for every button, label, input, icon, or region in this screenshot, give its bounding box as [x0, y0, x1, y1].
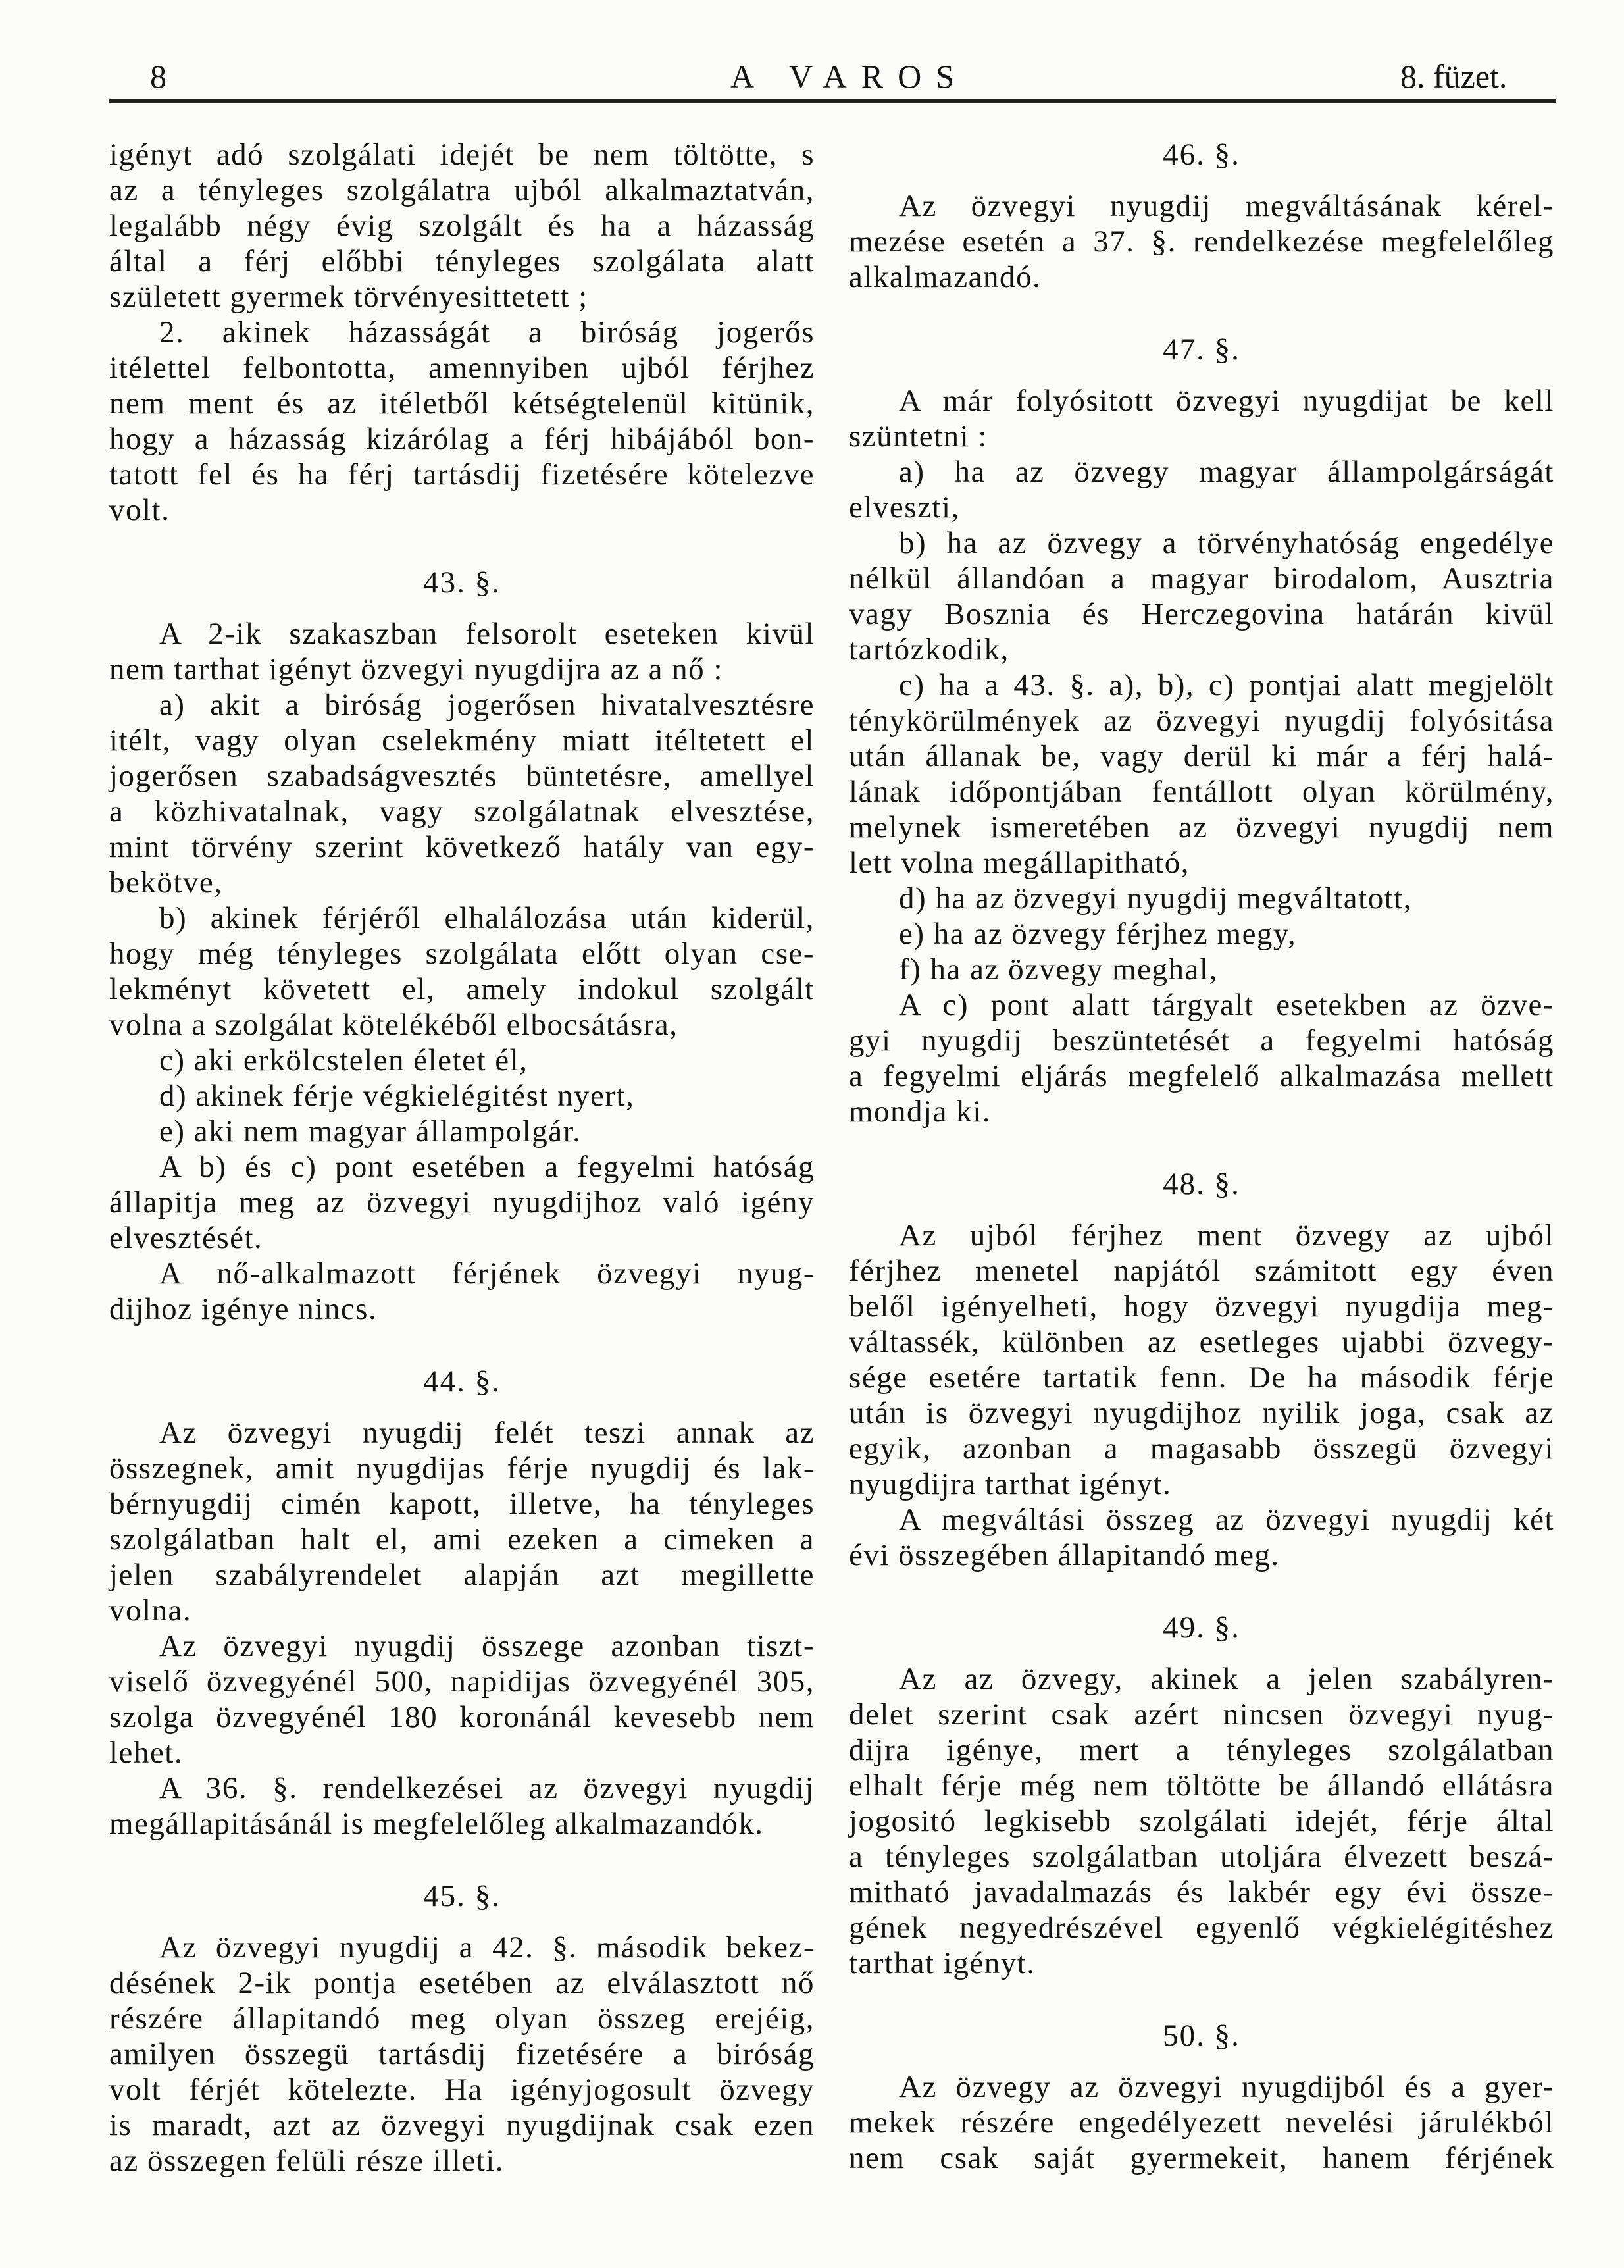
- text-line: nem ment és az itéletből kétségtelenül kitünik,: [109, 386, 815, 421]
- section-heading: 43. §.: [423, 565, 501, 600]
- section-heading: 44. §.: [423, 1364, 501, 1399]
- text-line: A 36. §. rendelkezései az özvegyi nyugdij: [159, 1771, 815, 1805]
- text-line: gének negyedrészével egyenlő végkielégitéshez: [849, 1911, 1554, 1945]
- text-line: lának időpontjában fentállott olyan körülmény,: [849, 775, 1554, 809]
- text-line: jogerősen szabadságvesztés büntetésre, amellyel: [109, 759, 815, 793]
- text-line: jelen szabályrendelet alapján azt megillette: [109, 1558, 815, 1592]
- text-line: amilyen összegü tartásdij fizetésére a biróság: [109, 2037, 815, 2071]
- text-line: lehet.: [109, 1736, 184, 1770]
- text-line: elveszti,: [849, 490, 960, 525]
- issue-number: 8. füzet.: [1400, 58, 1508, 95]
- paragraph: [849, 916, 1554, 952]
- paragraph: [109, 1043, 815, 1078]
- paragraph: [849, 383, 1554, 454]
- text-line: tartózkodik,: [849, 632, 1009, 667]
- text-line: itélt, vagy olyan cselekmény miatt itéltetett el: [109, 723, 815, 758]
- text-line: dijra igénye, mert a tényleges szolgálatban: [849, 1733, 1554, 1767]
- text-line: is maradt, azt az özvegyi nyugdijnak csak ezen: [109, 2108, 815, 2142]
- paragraph: [109, 687, 815, 900]
- text-line: Az özvegyi nyugdij megváltásának kérel-: [899, 189, 1554, 223]
- text-line: dijhoz igénye nincs.: [109, 1292, 378, 1326]
- text-line: mekek részére engedélyezett nevelési járulékból: [849, 2105, 1554, 2140]
- text-line: f) ha az özvegy meghal,: [899, 952, 1218, 987]
- header-rule: [109, 99, 1556, 103]
- paragraph: [849, 454, 1554, 525]
- section-heading: 45. §.: [423, 1879, 501, 1913]
- section-heading: 49. §.: [1163, 1611, 1240, 1645]
- page-number: 8: [150, 58, 166, 95]
- text-line: elvesztését.: [109, 1221, 263, 1255]
- text-line: désének 2-ik pontja esetében az elválasztott nő: [109, 1966, 815, 2000]
- paragraph: [109, 1149, 815, 1256]
- text-line: váltassék, különben az esetleges ujabbi özvegy-: [849, 1325, 1554, 1359]
- paragraph: [849, 987, 1554, 1129]
- text-line: gyi nyugdij beszüntetését a fegyelmi hatóság: [849, 1023, 1554, 1058]
- text-line: volt.: [109, 493, 170, 527]
- text-line: után állanak be, vagy derül ki már a férj halá-: [849, 739, 1554, 773]
- text-line: c) ha a 43. §. a), b), c) pontjai alatt megjelölt: [899, 668, 1554, 702]
- text-line: az összegen felüli része illeti.: [109, 2144, 504, 2178]
- paragraph: [849, 952, 1554, 987]
- left-column: [109, 137, 815, 2178]
- paragraph: [849, 881, 1554, 916]
- text-line: mitható javadalmazás és lakbér egy évi össze-: [849, 1875, 1554, 1909]
- text-line: Az özvegyi nyugdij összege azonban tiszt-: [159, 1629, 815, 1663]
- text-line: viselő özvegyénél 500, napidijas özvegyénél 305,: [109, 1664, 815, 1699]
- text-line: hogy még tényleges szolgálata előtt olyan cse-: [109, 937, 815, 971]
- paragraph: [109, 1256, 815, 1327]
- text-line: A nő-alkalmazott férjének özvegyi nyug-: [159, 1256, 815, 1291]
- text-line: c) aki erkölcstelen életet él,: [159, 1043, 528, 1077]
- text-line: volna.: [109, 1593, 192, 1628]
- text-line: állapitja meg az özvegyi nyugdijhoz való igény: [109, 1185, 815, 1220]
- text-line: d) akinek férje végkielégitést nyert,: [159, 1079, 635, 1113]
- text-line: b) akinek férjéről elhalálozása után kiderül,: [159, 901, 815, 935]
- text-line: nélkül állandóan a magyar birodalom, Ausztria: [849, 561, 1554, 596]
- text-line: hogy a házasság kizárólag a férj hibájából bon-: [109, 422, 815, 456]
- text-line: szolgálatban halt el, ami ezeken a cimeken a: [109, 1522, 815, 1557]
- text-line: ténykörülmények az özvegyi nyugdij folyósitása: [849, 704, 1554, 738]
- paragraph: [109, 315, 815, 528]
- text-line: 2. akinek házasságát a biróság jogerős: [159, 315, 815, 349]
- text-line: melynek ismeretében az özvegyi nyugdij nem: [849, 810, 1554, 844]
- text-line: a közhivatalnak, vagy szolgálatnak elvesztése,: [109, 794, 815, 829]
- paragraph: [109, 900, 815, 1043]
- paragraph: [109, 1930, 815, 2178]
- text-line: mondja ki.: [849, 1095, 992, 1129]
- text-line: született gyermek törvényesittetett ;: [109, 280, 588, 314]
- text-line: A b) és c) pont esetében a fegyelmi hatóság: [159, 1150, 815, 1184]
- text-line: által a férj előbbi tényleges szolgálata alatt: [109, 244, 815, 278]
- text-line: Az özvegyi nyugdij felét teszi annak az: [159, 1416, 815, 1450]
- text-line: részére állapitandó meg olyan összeg erejéig,: [109, 2001, 815, 2036]
- section-heading: 48. §.: [1163, 1167, 1240, 1201]
- text-line: volt férjét kötelezte. Ha igényjogosult özvegy: [109, 2073, 815, 2107]
- text-line: e) aki nem magyar állampolgár.: [159, 1114, 582, 1148]
- text-line: nyugdijra tarthat igényt.: [849, 1467, 1172, 1501]
- text-line: delet szerint csak azért nincsen özvegyi nyug-: [849, 1697, 1554, 1732]
- text-line: e) ha az özvegy férjhez megy,: [899, 917, 1297, 951]
- paragraph: [849, 667, 1554, 881]
- paragraph: [109, 616, 815, 687]
- paragraph: [849, 1502, 1554, 1573]
- text-line: bérnyugdij cimén kapott, illetve, ha tényleges: [109, 1487, 815, 1521]
- text-line: a) akit a biróság jogerősen hivatalvesztésre: [159, 688, 815, 722]
- text-line: összegnek, amit nyugdijas férje nyugdij és lak-: [109, 1451, 815, 1485]
- text-line: volna a szolgálat kötelékéből elbocsátásra,: [109, 1008, 678, 1042]
- text-line: az a tényleges szolgálatra ujból alkalmaztatván,: [109, 173, 815, 207]
- text-line: a tényleges szolgálatban utoljára élvezett beszá-: [849, 1840, 1554, 1874]
- text-line: tarthat igényt.: [849, 1946, 1036, 1980]
- text-line: évi összegében állapitandó meg.: [849, 1538, 1280, 1572]
- text-line: mezése esetén a 37. §. rendelkezése megfelelőleg: [849, 224, 1554, 259]
- text-line: A már folyósitott özvegyi nyugdijat be kell: [899, 384, 1554, 418]
- text-line: alkalmazandó.: [849, 260, 1042, 294]
- section-heading: 47. §.: [1163, 332, 1240, 367]
- text-line: nem tarthat igényt özvegyi nyugdijra az a nő :: [109, 652, 723, 686]
- text-line: Az özvegyi nyugdij a 42. §. második bekez-: [159, 1930, 815, 1965]
- section-heading: 46. §.: [1163, 138, 1240, 172]
- text-line: Az özvegy az özvegyi nyugdijból és a gyer-: [899, 2070, 1554, 2104]
- text-line: itélettel felbontotta, amennyiben ujból férjhez: [109, 351, 815, 385]
- text-line: igényt adó szolgálati idejét be nem töltötte, s: [109, 138, 815, 172]
- text-line: elhalt férje még nem töltötte be állandó ellátásra: [849, 1768, 1554, 1803]
- paragraph: [109, 137, 815, 315]
- text-line: vagy Bosznia és Herczegovina határán kivül: [849, 597, 1554, 631]
- paragraph: [109, 1078, 815, 1114]
- journal-title: A VAROS: [730, 58, 969, 95]
- text-line: sége esetére tartatik fenn. De ha második férje: [849, 1360, 1554, 1395]
- text-line: nem csak saját gyermekeit, hanem férjének: [849, 2141, 1554, 2175]
- text-line: Az ujból férjhez ment özvegy az ujból: [899, 1218, 1554, 1252]
- text-line: egyik, azonban a magasabb összegü özvegyi: [849, 1431, 1554, 1466]
- text-line: legalább négy évig szolgált és ha a házasság: [109, 209, 815, 243]
- text-line: d) ha az özvegyi nyugdij megváltatott,: [899, 881, 1413, 915]
- text-line: jogositó legkisebb szolgálati idejét, férje által: [849, 1804, 1554, 1838]
- text-line: férjhez menetel napjától számitott egy éven: [849, 1254, 1554, 1288]
- paragraph: [109, 1628, 815, 1770]
- text-line: a) ha az özvegy magyar állampolgárságát: [899, 455, 1554, 489]
- text-line: belől igényelheti, hogy özvegyi nyugdija meg-: [849, 1289, 1554, 1324]
- paragraph: [849, 188, 1554, 295]
- paragraph: [849, 2069, 1554, 2176]
- text-line: mint törvény szerint következő hatály van egy-: [109, 830, 815, 864]
- text-line: szolga özvegyénél 180 koronánál kevesebb nem: [109, 1700, 815, 1734]
- text-line: A 2-ik szakaszban felsorolt eseteken kivül: [159, 617, 815, 651]
- text-line: tatott fel és ha férj tartásdij fizetésére kötelezve: [109, 457, 815, 492]
- text-line: megállapitásánál is megfelelőleg alkalmazandók.: [109, 1807, 764, 1841]
- section-heading: 50. §.: [1163, 2019, 1240, 2053]
- text-line: bekötve,: [109, 865, 223, 900]
- paragraph: [109, 1114, 815, 1149]
- paragraph: [849, 525, 1554, 667]
- text-line: A megváltási összeg az özvegyi nyugdij két: [899, 1503, 1554, 1537]
- paragraph: [109, 1770, 815, 1842]
- text-line: b) ha az özvegy a törvényhatóság engedélye: [899, 526, 1554, 560]
- text-line: lekményt követett el, amely indokul szolgált: [109, 972, 815, 1006]
- text-line: A c) pont alatt tárgyalt esetekben az özve-: [899, 988, 1554, 1022]
- right-column: [849, 137, 1554, 2176]
- text-line: után is özvegyi nyugdijhoz nyilik joga, csak az: [849, 1396, 1554, 1430]
- text-line: szüntetni :: [849, 419, 988, 453]
- text-line: Az az özvegy, akinek a jelen szabályren-: [899, 1662, 1554, 1696]
- text-line: lett volna megállapitható,: [849, 846, 1190, 880]
- paragraph: [849, 1218, 1554, 1502]
- text-line: a fegyelmi eljárás megfelelő alkalmazása mellett: [849, 1059, 1554, 1093]
- paragraph: [849, 1661, 1554, 1981]
- paragraph: [109, 1415, 815, 1628]
